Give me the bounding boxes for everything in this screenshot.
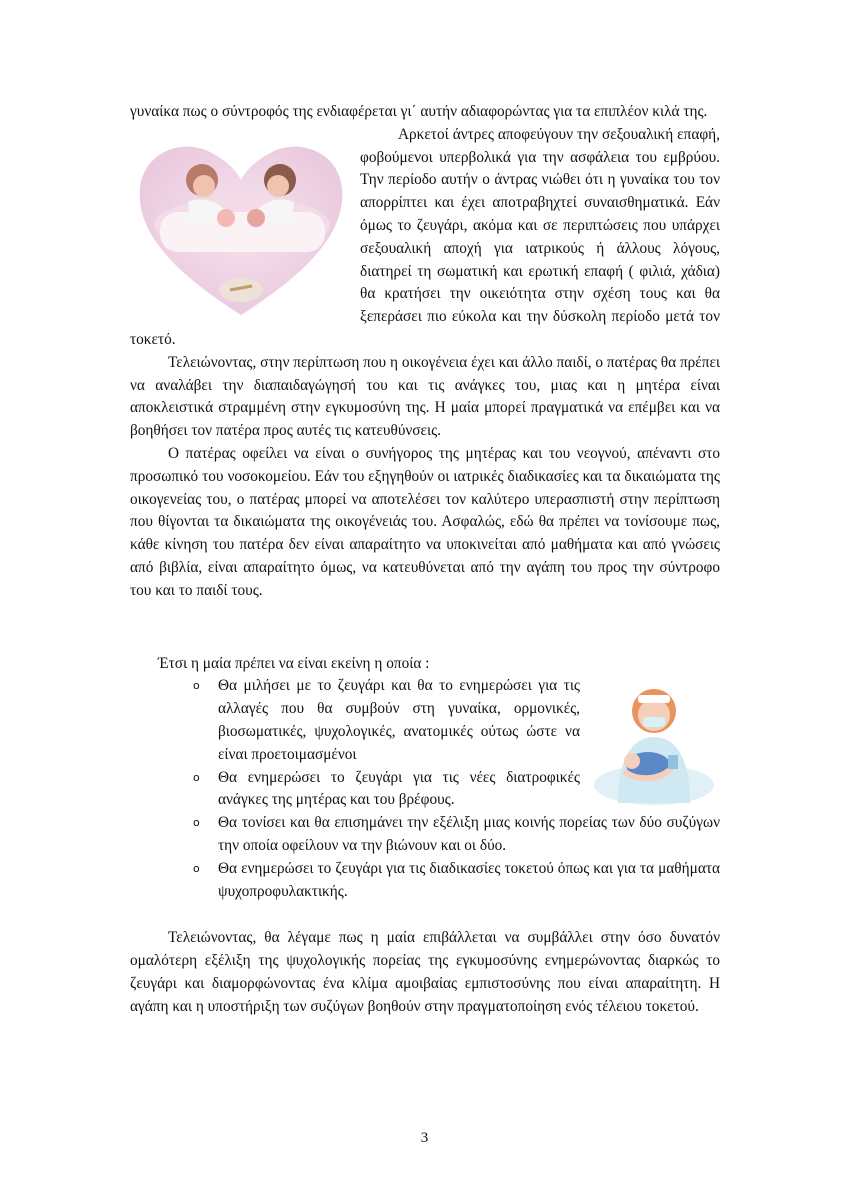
paragraph-intimacy: Αρκετοί άντρες αποφεύγουν την σεξουαλική επαφή, φοβούμενοι υπερβολικά για την ασφάλεια του εμβρύου. Την περίοδο αυτήν ο άντρας νιώθει ότι η γυναίκα του τον απορρίπτει και έχει αποτραβηχτεί συναισθηματικά. Εάν όμως το ζευγάρι, ακόμα και σε περιπτώσεις που υπάρχει σεξουαλική αποχή για ιατρικούς ή άλλους λόγους, διατηρεί τη σωματική και ερωτική επαφή ( φιλιά, χάδια) θα κρατήσει την οικειότητα στην σχέση τους και θα ξεπεράσει πιο εύκολα και την δύσκολη περίοδο μετά τον τοκετό. <box>130 125 720 348</box>
bullet-marker: o <box>193 861 200 875</box>
paragraph-closing: Τελειώνοντας, θα λέγαμε πως η μαία επιβάλλεται να συμβάλλει στην όσο δυνατόν ομαλότερη εξέλιξη της ψυχολογικής πορείας της εγκυμοσύνης ενημερώνοντας διαρκώς το ζευγάρι και διαμορφώνοντας ένα κλίμα αμοιβαίας εμπιστοσύνης που είναι απαραίτητη. Η αγάπη και η υποστήριξη των συζύγων βοηθούν στην πραγματοποίηση ενός τέλειου τοκετού. <box>130 929 720 1015</box>
page-number: 3 <box>420 1130 429 1146</box>
list-item: o Θα ενημερώσει το ζευγάρι για τις νέες διατροφικές ανάγκες της μητέρας και του βρέφους. <box>193 768 580 809</box>
list-item: o Θα τονίσει και θα επισημάνει την εξέλιξη μιας κοινής πορείας των δύο συζύγων την οποία οφείλουν να την βιώνουν και οι δύο. <box>193 814 720 854</box>
page-body <box>130 101 720 1018</box>
list-intro: Έτσι η μαία πρέπει να είναι εκείνη η οποία : <box>158 654 430 672</box>
paragraph-other-child: Τελειώνοντας, στην περίπτωση που η οικογένεια έχει και άλλο παιδί, ο πατέρας θα πρέπει να αναλάβει την διαπαιδαγώγησή του και τις ανάγκες του, μιας και η μητέρα είναι αποκλειστικά στραμμένη στην εγκυμοσύνη της. Η μαία μπορεί πραγματικά να επέμβει και να βοηθήσει τον πατέρα προς αυτές τις κατευθύνσεις. <box>130 353 720 440</box>
couple-heart-illustration <box>130 130 352 320</box>
bullet-marker: o <box>193 679 200 693</box>
bullet-marker: o <box>193 770 200 784</box>
paragraph-continuation: γυναίκα πως ο σύντροφός της ενδιαφέρεται γι΄ αυτήν αδιαφορώντας για τα επιπλέον κιλά της. <box>130 103 708 120</box>
list-item: o Θα μιλήσει με το ζευγάρι και θα το ενημερώσει για τις αλλαγές που θα συμβούν στη γυναίκα, ορμονικές, βιοσωματικές, ψυχολογικές, ανατομικές ούτως ώστε να είναι προετοιμασμένοι <box>193 677 580 763</box>
list-with-illustration <box>130 675 720 903</box>
paragraph-with-illustration <box>130 124 720 352</box>
midwife-duties-list <box>130 675 720 903</box>
list-item: o Θα ενημερώσει το ζευγάρι για τις διαδικασίες τοκετού όπως και για τα μαθήματα ψυχοπροφυλακτικής. <box>193 859 720 900</box>
bullet-marker: o <box>193 816 200 830</box>
paragraph-advocate: Ο πατέρας οφείλει να είναι ο συνήγορος της μητέρας και του νεογνού, απέναντι στο προσωπικό του νοσοκομείου. Εάν του εξηγηθούν οι ιατρικές διαδικασίες και τα δικαιώματα της οικογενείας του, ο πατέρας μπορεί να αποτελέσει τον καλύτερο υπερασπιστή στην περίπτωση που θίγονται τα δικαιώματα της οικογένειάς του. Ασφαλώς, εδώ θα πρέπει να τονίσουμε πως, κάθε κίνηση του πατέρα δεν είναι απαραίτητο να υποκινείται από μαθήματα και από γνώσεις από βιβλία, είναι απαραίτητο όμως, να κατευθύνεται από την αγάπη του προς την σύντροφο του και το παιδί τους. <box>130 444 720 599</box>
